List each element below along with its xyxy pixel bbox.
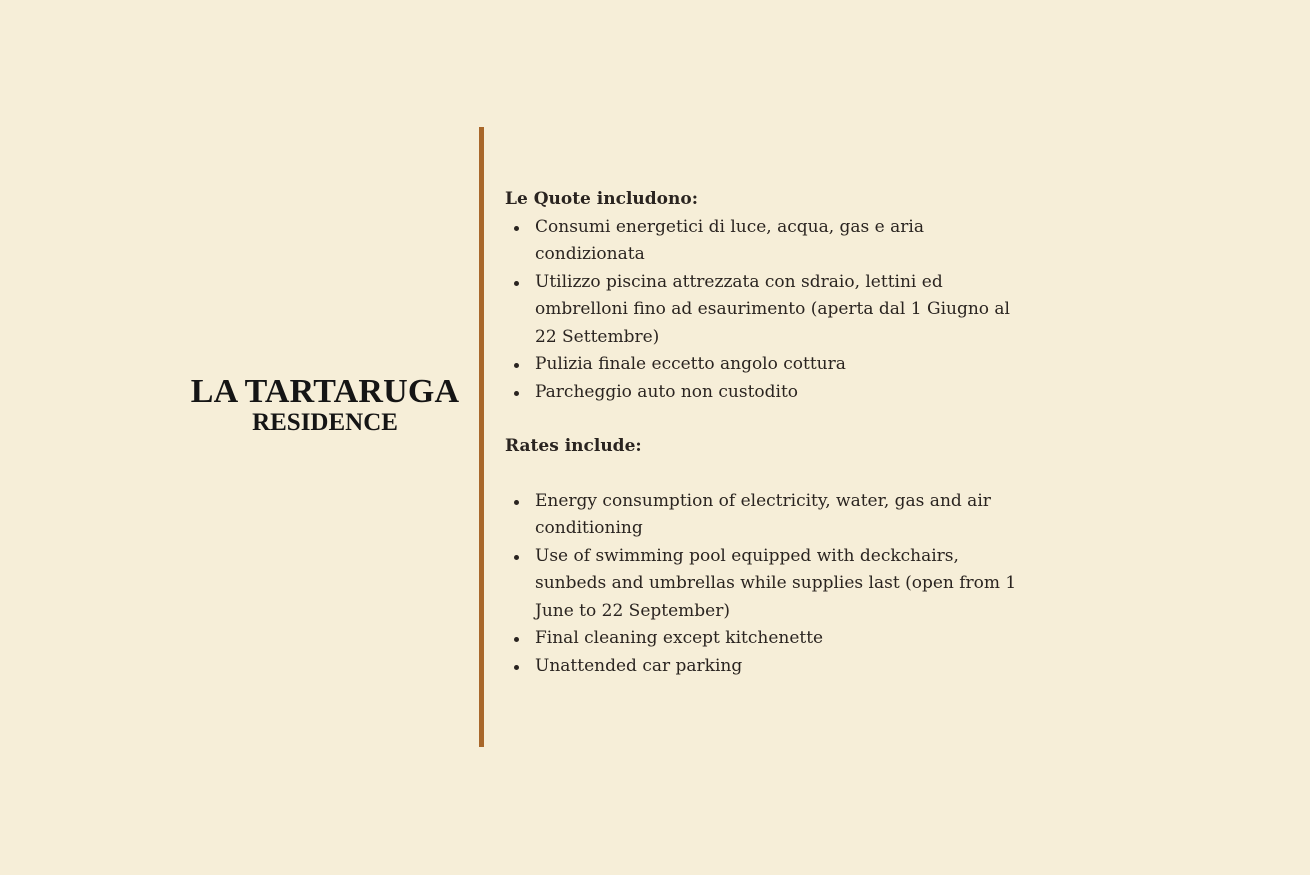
list-item: Use of swimming pool equipped with deckchairs, sunbeds and umbrellas while supplies last (open from 1 June to 22 September) — [535, 543, 1025, 626]
brand-subtitle: RESIDENCE — [252, 409, 398, 436]
list-item: Pulizia finale eccetto angolo cottura — [535, 351, 1025, 379]
italian-heading: Le Quote includono: — [505, 189, 698, 209]
list-item: Consumi energetici di luce, acqua, gas e aria condizionata — [535, 214, 1025, 269]
rates-content — [505, 186, 1025, 680]
brand-logo — [170, 374, 480, 436]
list-item: Parcheggio auto non custodito — [535, 379, 1025, 407]
brand-name: LA TARTARUGA — [190, 373, 460, 410]
english-section — [505, 433, 1025, 680]
list-item: Unattended car parking — [535, 653, 1025, 681]
list-item: Energy consumption of electricity, water, gas and air conditioning — [535, 488, 1025, 543]
italian-list — [505, 214, 1025, 407]
list-item: Utilizzo piscina attrezzata con sdraio, lettini ed ombrelloni fino ad esaurimento (aperta dal 1 Giugno al 22 Settembre) — [535, 269, 1025, 352]
english-heading: Rates include: — [505, 436, 642, 456]
vertical-divider — [479, 127, 484, 747]
english-list — [505, 488, 1025, 681]
list-item: Final cleaning except kitchenette — [535, 625, 1025, 653]
italian-section — [505, 186, 1025, 406]
